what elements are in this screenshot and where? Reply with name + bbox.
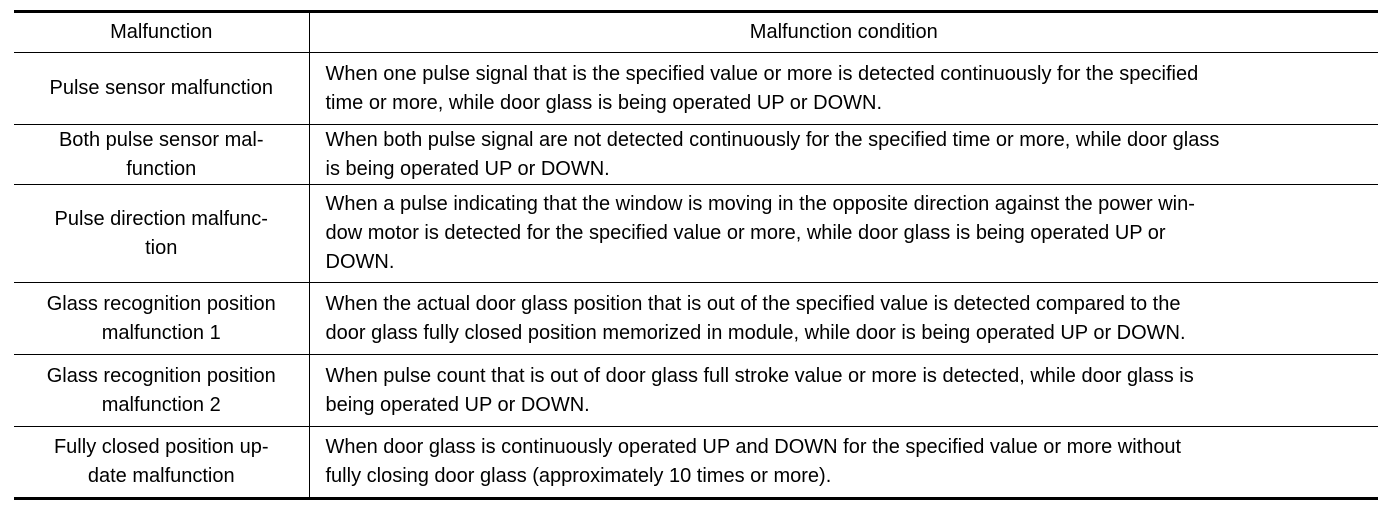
malfunction-text: Fully closed position up- date malfunction <box>53 436 269 487</box>
header-malfunction: Malfunction <box>14 12 309 53</box>
condition-cell <box>309 427 1378 499</box>
malfunction-cell <box>14 283 309 355</box>
condition-cell <box>309 283 1378 355</box>
malfunction-text: Pulse direction malfunc- tion <box>54 207 268 259</box>
condition-text: When pulse count that is out of door glass full stroke value or more is detected, while door glass is being operated UP or DOWN. <box>325 364 1194 416</box>
condition-cell <box>309 185 1378 283</box>
malfunction-text: Both pulse sensor mal- function <box>58 128 264 180</box>
table-row <box>14 185 1378 283</box>
malfunction-text: Glass recognition position malfunction 1 <box>46 292 276 344</box>
malfunction-cell <box>14 355 309 427</box>
table-row <box>14 283 1378 355</box>
header-malfunction-condition: Malfunction condition <box>309 12 1378 53</box>
condition-text: When the actual door glass position that is out of the specified value is detected compared to the door glass fully closed position memorized in module, while door is being operated UP or DOWN. <box>325 292 1186 344</box>
condition-cell <box>309 53 1378 125</box>
condition-cell <box>309 125 1378 185</box>
malfunction-cell <box>14 53 309 125</box>
malfunction-cell <box>14 185 309 283</box>
table-row <box>14 125 1378 185</box>
table-row <box>14 53 1378 125</box>
table-header-row <box>14 12 1378 53</box>
malfunction-table-container <box>14 10 1378 500</box>
condition-cell <box>309 355 1378 427</box>
malfunction-table <box>14 10 1378 500</box>
malfunction-cell <box>14 125 309 185</box>
malfunction-cell <box>14 427 309 499</box>
condition-text: When door glass is continuously operated UP and DOWN for the specified value or more without fully closing door glass (approximately 10 times or more). <box>325 436 1182 487</box>
table-row <box>14 427 1378 499</box>
table-row <box>14 355 1378 427</box>
condition-text: When both pulse signal are not detected continuously for the specified time or more, while door glass is being operated UP or DOWN. <box>325 128 1220 180</box>
condition-text: When one pulse signal that is the specified value or more is detected continuously for the specified time or more, while door glass is being operated UP or DOWN. <box>325 62 1199 114</box>
malfunction-text: Glass recognition position malfunction 2 <box>46 364 276 416</box>
malfunction-text: Pulse sensor malfunction <box>49 77 273 99</box>
condition-text: When a pulse indicating that the window is moving in the opposite direction against the power win- dow motor is detected for the specified value or more, while door glass is being operated UP or DOWN. <box>325 193 1195 273</box>
